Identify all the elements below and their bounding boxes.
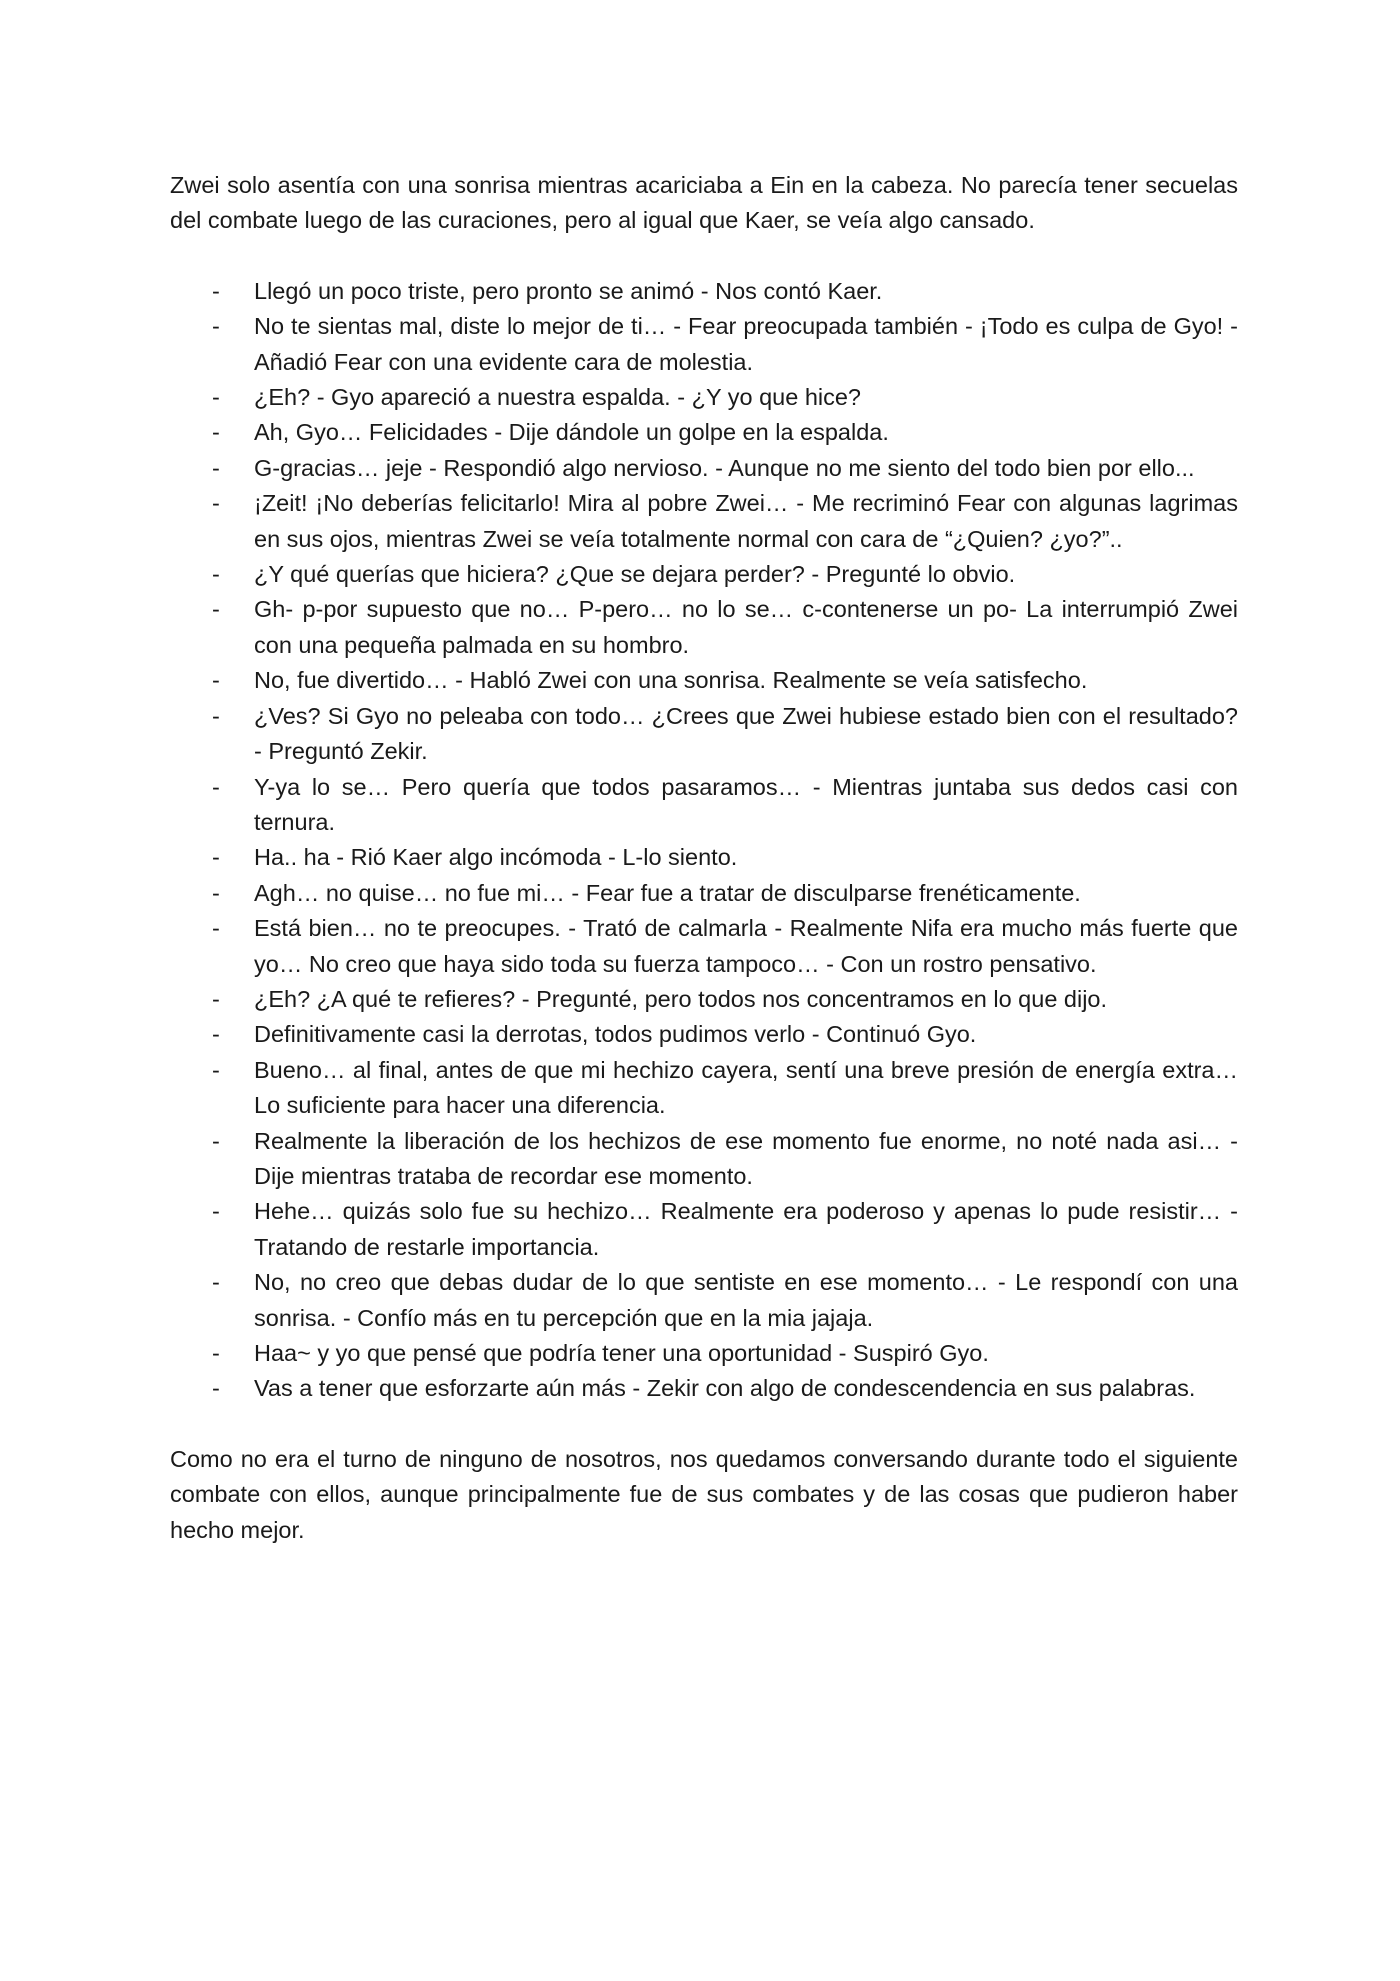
dialogue-text: Y-ya lo se… Pero quería que todos pasaramos… - Mientras juntaba sus dedos casi con ternura. [254,773,1238,835]
bullet-dash: - [212,1340,220,1366]
dialogue-text: Ha.. ha - Rió Kaer algo incómoda - L-lo siento. [254,844,738,871]
bullet-dash: - [212,313,220,340]
bullet-dash: - [212,596,220,623]
bullet-dash: - [212,667,220,694]
dialogue-line [170,1336,1238,1371]
dialogue-list [170,274,1238,1407]
dialogue-line [170,380,1238,415]
dialogue-text: ¿Y qué querías que hiciera? ¿Que se dejara perder? - Pregunté lo obvio. [254,561,1016,588]
dialogue-line [170,982,1238,1017]
closing-paragraph: Como no era el turno de ninguno de nosotros, nos quedamos conversando durante todo el siguiente combate con ellos, aunque principalmente fue de sus combates y de las cosas que pudieron haber hecho mejor. [170,1445,1238,1543]
dialogue-text: ¿Eh? - Gyo apareció a nuestra espalda. - ¿Y yo que hice? [254,384,861,411]
dialogue-text: Agh… no quise… no fue mi… - Fear fue a tratar de disculparse frenéticamente. [254,879,1081,906]
dialogue-text: No, no creo que debas dudar de lo que sentiste en ese momento… - Le respondí con una sonrisa. - Confío más en tu percepción que en la mia jajaja. [254,1269,1238,1331]
dialogue-line [170,415,1238,450]
dialogue-line [170,663,1238,698]
bullet-dash: - [212,1127,220,1154]
dialogue-line [170,1194,1238,1265]
dialogue-text: Gh- p-por supuesto que no… P-pero… no lo se… c-contenerse un po- La interrumpió Zwei con una pequeña palmada en su hombro. [254,596,1238,658]
intro-paragraph: Zwei solo asentía con una sonrisa mientras acariciaba a Ein en la cabeza. No parecía tener secuelas del combate luego de las curaciones, pero al igual que Kaer, se veía algo cansado. [170,172,1238,234]
dialogue-line [170,770,1238,841]
dialogue-text: ¿Eh? ¿A qué te refieres? - Pregunté, pero todos nos concentramos en lo que dijo. [254,985,1108,1012]
document-page [170,168,1238,1548]
bullet-dash: - [212,490,220,517]
dialogue-text: G-gracias… jeje - Respondió algo nervioso. - Aunque no me siento del todo bien por ello... [254,454,1195,481]
dialogue-line [170,486,1238,557]
dialogue-text: Realmente la liberación de los hechizos de ese momento fue enorme, no noté nada asi… - Dije mientras trataba de recordar ese momento. [254,1127,1238,1189]
bullet-dash: - [212,1198,220,1225]
dialogue-line [170,557,1238,592]
dialogue-line [170,699,1238,770]
dialogue-text: Hehe… quizás solo fue su hechizo… Realmente era poderoso y apenas lo pude resistir… - Tratando de restarle importancia. [254,1198,1238,1260]
bullet-dash: - [212,384,220,411]
dialogue-text: Definitivamente casi la derrotas, todos pudimos verlo - Continuó Gyo. [254,1021,977,1048]
bullet-dash: - [212,561,220,588]
bullet-dash: - [212,419,220,446]
dialogue-line [170,1371,1238,1406]
bullet-dash: - [212,1056,220,1083]
bullet-dash: - [212,1269,220,1296]
bullet-dash: - [212,277,220,304]
dialogue-line [170,451,1238,486]
dialogue-text: No, fue divertido… - Habló Zwei con una sonrisa. Realmente se veía satisfecho. [254,667,1088,694]
dialogue-line [170,592,1238,663]
bullet-dash: - [212,915,220,942]
dialogue-line [170,911,1238,982]
dialogue-text: Haa~ y yo que pensé que podría tener una oportunidad - Suspiró Gyo. [254,1340,989,1366]
dialogue-text: ¡Zeit! ¡No deberías felicitarlo! Mira al pobre Zwei… - Me recriminó Fear con algunas lagrimas en sus ojos, mientras Zwei se veía totalmente normal con cara de “¿Quien? ¿yo?”.. [254,490,1238,552]
bullet-dash: - [212,1021,220,1048]
dialogue-text: Bueno… al final, antes de que mi hechizo cayera, sentí una breve presión de energía extra… Lo suficiente para hacer una diferencia. [254,1056,1238,1119]
bullet-dash: - [212,702,220,729]
bullet-dash: - [212,454,220,481]
dialogue-line [170,309,1238,380]
dialogue-text: No te sientas mal, diste lo mejor de ti… - Fear preocupada también - ¡Todo es culpa de Gyo! - Añadió Fear con una evidente cara de molestia. [254,313,1238,375]
dialogue-line [170,1017,1238,1052]
dialogue-line [170,876,1238,911]
dialogue-text: ¿Ves? Si Gyo no peleaba con todo… ¿Crees que Zwei hubiese estado bien con el resultado? - Preguntó Zekir. [254,702,1238,765]
dialogue-text: Está bien… no te preocupes. - Trató de calmarla - Realmente Nifa era mucho más fuerte que yo… No creo que haya sido toda su fuerza tampoco… - Con un rostro pensativo. [254,915,1238,977]
bullet-dash: - [212,985,220,1012]
bullet-dash: - [212,844,220,871]
bullet-dash: - [212,1375,220,1402]
bullet-dash: - [212,879,220,906]
dialogue-line [170,274,1238,309]
dialogue-text: Llegó un poco triste, pero pronto se animó - Nos contó Kaer. [254,277,883,304]
dialogue-line [170,1053,1238,1124]
dialogue-text: Vas a tener que esforzarte aún más - Zekir con algo de condescendencia en sus palabras. [254,1375,1196,1402]
dialogue-text: Ah, Gyo… Felicidades - Dije dándole un golpe en la espalda. [254,419,889,446]
dialogue-line [170,1265,1238,1336]
bullet-dash: - [212,773,220,800]
dialogue-line [170,1124,1238,1195]
dialogue-line [170,840,1238,875]
